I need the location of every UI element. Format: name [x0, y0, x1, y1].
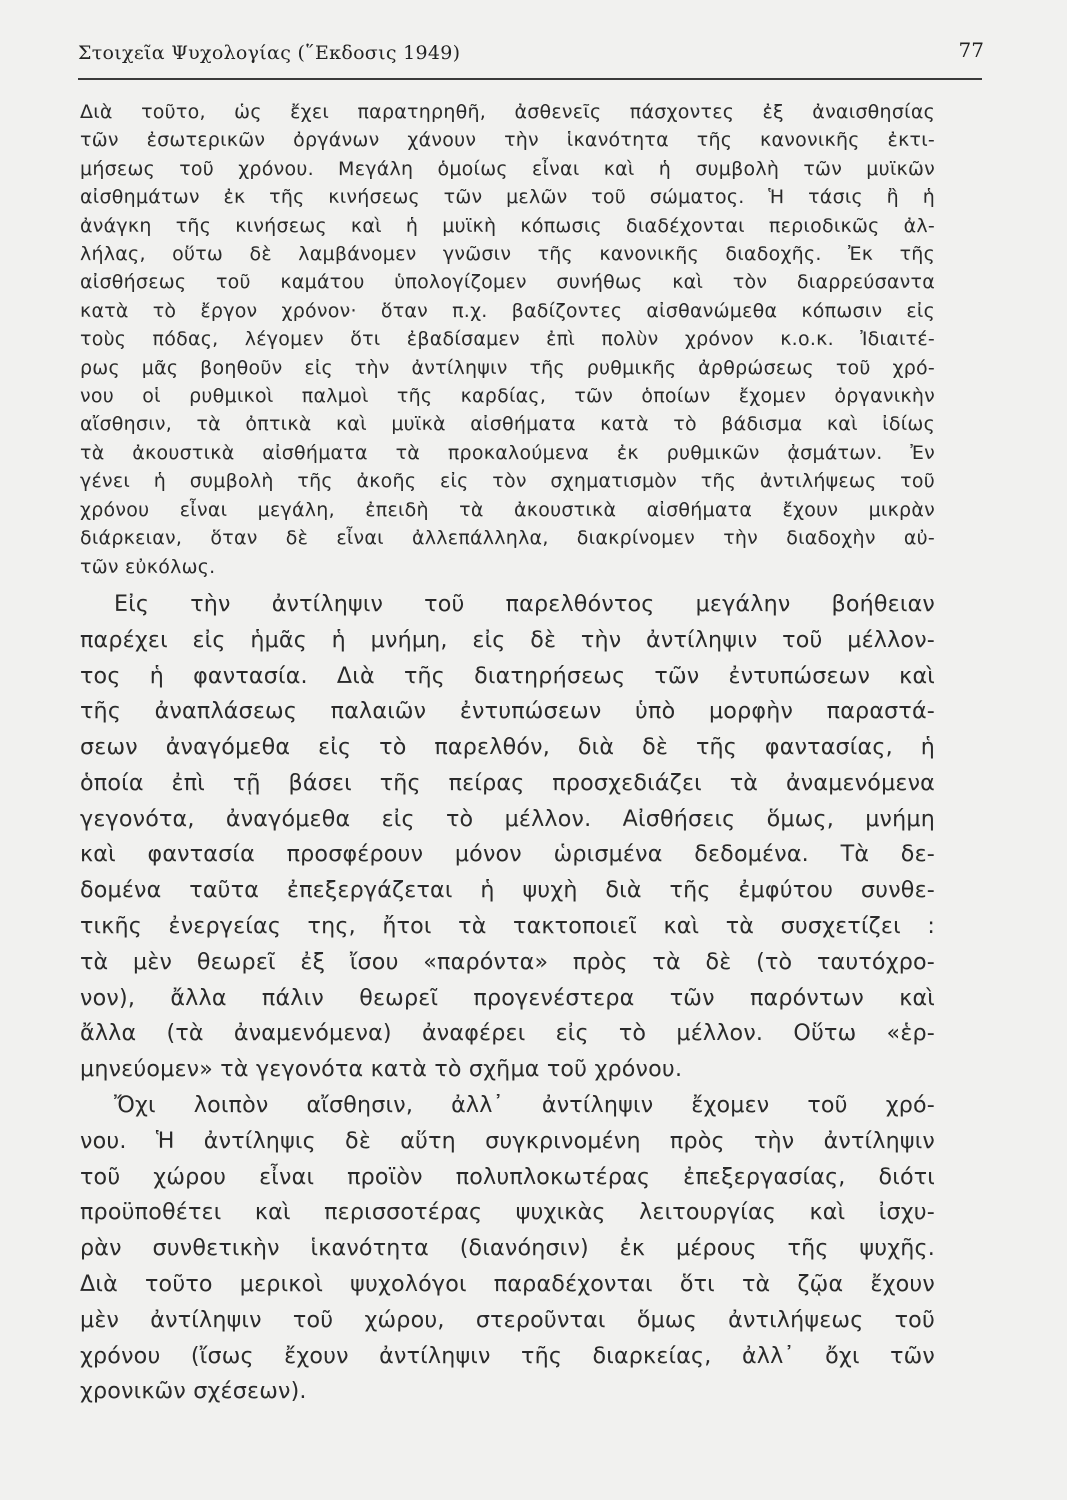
text-line: Ὄχι λοιπὸν αἴσθησιν, ἀλλ᾽ ἀντίληψιν ἔχομεν τοῦ χρό- — [114, 1092, 935, 1119]
text-line: μηνεύομεν» τὰ γεγονότα κατὰ τὸ σχῆμα τοῦ χρόνου. — [80, 1056, 683, 1083]
text-line: χρόνου εἶναι μεγάλη, ἐπειδὴ τὰ ἀκουστικὰ αἰσθήματα ἔχουν μικρὰν — [80, 498, 935, 521]
text-line: ρὰν συνθετικὴν ἱκανότητα (διανόησιν) ἐκ μέρους τῆς ψυχῆς. — [80, 1235, 935, 1262]
text-line: ρως μᾶς βοηθοῦν εἰς τὴν ἀντίληψιν τῆς ρυθμικῆς ἀρθρώσεως τοῦ χρό- — [80, 356, 935, 379]
text-line: χρονικῶν σχέσεων). — [80, 1378, 307, 1405]
text-line: Διὰ τοῦτο μερικοὶ ψυχολόγοι παραδέχονται ὅτι τὰ ζῷα ἔχουν — [80, 1271, 935, 1298]
text-line: χρόνου (ἴσως ἔχουν ἀντίληψιν τῆς διαρκείας, ἀλλ᾽ ὄχι τῶν — [80, 1342, 935, 1369]
text-line: αἴσθησιν, τὰ ὀπτικὰ καὶ μυϊκὰ αἰσθήματα κατὰ τὸ βάδισμα καὶ ἰδίως — [80, 413, 935, 436]
text-line: τῆς ἀναπλάσεως παλαιῶν ἐντυπώσεων ὑπὸ μορφὴν παραστά- — [80, 698, 935, 725]
text-line: τος ἡ φαντασία. Διὰ τῆς διατηρήσεως τῶν ἐντυπώσεων καὶ — [80, 662, 935, 689]
text-line: μὲν ἀντίληψιν τοῦ χώρου, στεροῦνται ὅμως ἀντιλήψεως τοῦ — [80, 1306, 935, 1333]
text-line: σεων ἀναγόμεθα εἰς τὸ παρελθόν, διὰ δὲ τῆς φαντασίας, ἡ — [80, 734, 935, 761]
text-line: ἄλλα (τὰ ἀναμενόμενα) ἀναφέρει εἰς τὸ μέλλον. Οὕτω «ἑρ- — [80, 1020, 935, 1047]
text-line: τῶν ἐσωτερικῶν ὀργάνων χάνουν τὴν ἱκανότητα τῆς κανονικῆς ἐκτι- — [80, 129, 935, 152]
text-line: λήλας, οὕτω δὲ λαμβάνομεν γνῶσιν τῆς κανονικῆς διαδοχῆς. Ἐκ τῆς — [80, 243, 935, 266]
text-line: παρέχει εἰς ἡμᾶς ἡ μνήμη, εἰς δὲ τὴν ἀντίληψιν τοῦ μέλλον- — [80, 626, 935, 653]
text-line: τικῆς ἐνεργείας της, ἤτοι τὰ τακτοποιεῖ καὶ τὰ συσχετίζει : — [80, 913, 935, 940]
text-line: καὶ φαντασία προσφέρουν μόνον ὡρισμένα δεδομένα. Τὰ δε- — [80, 841, 935, 868]
text-line: αἰσθημάτων ἐκ τῆς κινήσεως τῶν μελῶν τοῦ σώματος. Ἡ τάσις ἢ ἡ — [80, 186, 935, 209]
text-line: προϋποθέτει καὶ περισσοτέρας ψυχικὰς λειτουργίας καὶ ἰσχυ- — [80, 1199, 935, 1226]
paragraph-small-print — [80, 98, 935, 581]
text-line: τὰ μὲν θεωρεῖ ἐξ ἴσου «παρόντα» πρὸς τὰ δὲ (τὸ ταυτόχρο- — [80, 948, 935, 975]
text-line: Διὰ τοῦτο, ὡς ἔχει παρατηρηθῆ, ἀσθενεῖς πάσχοντες ἐξ ἀναισθησίας — [80, 101, 935, 123]
text-line: τοὺς πόδας, λέγομεν ὅτι ἐβαδίσαμεν ἐπὶ πολὺν χρόνον κ.ο.κ. Ἰδιαιτέ- — [80, 328, 935, 351]
text-line: νον), ἄλλα πάλιν θεωρεῖ προγενέστερα τῶν παρόντων καὶ — [80, 984, 935, 1011]
body-text — [80, 98, 935, 1410]
text-line: νου οἱ ρυθμικοὶ παλμοὶ τῆς καρδίας, τῶν ὁποίων ἔχομεν ὀργανικὴν — [80, 385, 935, 408]
text-line: δομένα ταῦτα ἐπεξεργάζεται ἡ ψυχὴ διὰ τῆς ἐμφύτου συνθε- — [80, 877, 935, 904]
running-title: Στοιχεῖα Ψυχολογίας (῞Εκδοσις 1949) — [78, 42, 461, 64]
text-line: ἀνάγκη τῆς κινήσεως καὶ ἡ μυϊκὴ κόπωσις διαδέχονται περιοδικῶς ἀλ- — [80, 214, 935, 237]
text-line: τὰ ἀκουστικὰ αἰσθήματα τὰ προκαλούμενα ἐκ ρυθμικῶν ᾀσμάτων. Ἐν — [80, 441, 935, 464]
text-line: αἰσθήσεως τοῦ καμάτου ὑπολογίζομεν συνήθως καὶ τὸν διαρρεύσαντα — [80, 271, 935, 294]
page-number: 77 — [958, 38, 984, 62]
header-rule — [78, 78, 982, 80]
text-line: νου. Ἡ ἀντίληψις δὲ αὕτη συγκρινομένη πρὸς τὴν ἀντίληψιν — [80, 1127, 935, 1154]
text-line: μήσεως τοῦ χρόνου. Μεγάλη ὁμοίως εἶναι καὶ ἡ συμβολὴ τῶν μυϊκῶν — [80, 157, 935, 180]
text-line: τοῦ χώρου εἶναι προϊὸν πολυπλοκωτέρας ἐπεξεργασίας, διότι — [80, 1163, 935, 1190]
paragraph-time-perception — [80, 1088, 935, 1410]
text-line: διάρκειαν, ὅταν δὲ εἶναι ἀλλεπάλληλα, διακρίνομεν τὴν διαδοχὴν αὐ- — [80, 527, 935, 550]
text-line: τῶν εὐκόλως. — [80, 555, 216, 578]
text-line: γεγονότα, ἀναγόμεθα εἰς τὸ μέλλον. Αἰσθήσεις ὅμως, μνήμη — [80, 805, 935, 832]
text-line: κατὰ τὸ ἔργον χρόνον· ὅταν π.χ. βαδίζοντες αἰσθανώμεθα κόπωσιν εἰς — [80, 299, 935, 322]
running-header — [78, 38, 984, 76]
paragraph-memory-imagination — [80, 587, 935, 1088]
text-line: Εἰς τὴν ἀντίληψιν τοῦ παρελθόντος μεγάλην βοήθειαν — [114, 590, 935, 617]
text-line: ὁποία ἐπὶ τῇ βάσει τῆς πείρας προσχεδιάζει τὰ ἀναμενόμενα — [80, 769, 935, 796]
text-line: γένει ἡ συμβολὴ τῆς ἀκοῆς εἰς τὸν σχηματισμὸν τῆς ἀντιλήψεως τοῦ — [80, 470, 935, 493]
